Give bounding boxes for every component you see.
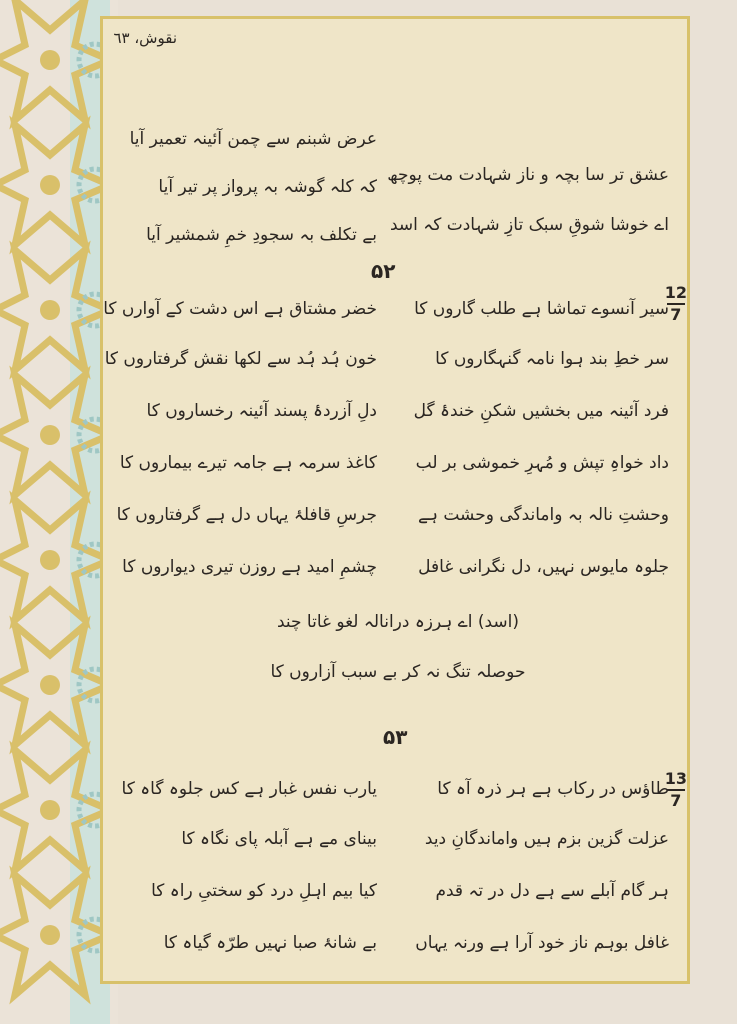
verse-line: طاؤس در رکاب ہے ہر ذرہ آہ کا <box>437 779 669 799</box>
ghazal-number: 12 7 <box>664 283 687 324</box>
text-panel <box>100 16 690 984</box>
verse-line: یارب نفس غبار ہے کس جلوہ گاہ کا <box>121 779 377 799</box>
verse-line: وحشتِ نالہ بہ واماندگی وحشت ہے <box>418 505 669 525</box>
verse-line: جلوہ مایوس نہیں، دل نگرانی غافل <box>418 557 669 577</box>
verse-line: داد خواہِ تپش و مُہرِ خموشی بر لب <box>415 453 669 473</box>
ghazal-mark: ۵۲ <box>371 259 396 283</box>
page-header: نقوش، ٦٣ <box>113 29 177 47</box>
closing-verse: حوصلہ تنگ نہ کر بے سبب آزاروں کا <box>270 662 526 682</box>
verse-line: خضر مشتاق ہے اس دشت کے آوارں کا <box>103 299 377 319</box>
verse-line: بینای مے ہے آبلہ پای نگاہ کا <box>181 829 377 849</box>
verse-line: عرض شبنم سے چمن آئینہ تعمیر آیا <box>129 129 377 149</box>
verse-line: کیا بیم اہلِ درد کو سختیِ راہ کا <box>151 881 377 901</box>
verse-line: غافل بوہم ناز خود آرا ہے ورنہ یہاں <box>415 933 669 953</box>
verse-line: خون ہُد ہُد سے لکھا نقش گرفتاروں کا <box>104 349 377 369</box>
verse-line: چشمِ امید ہے روزن تیری دیواروں کا <box>122 557 377 577</box>
verse-line: عشق تر سا بچہ و ناز شہادت مت پوچھ <box>387 165 669 185</box>
verse-line: بے تکلف بہ سجودِ خمِ شمشیر آیا <box>146 225 377 245</box>
closing-verse: (اسد) اے ہرزہ درانالہ لغو غاتا چند <box>276 612 520 632</box>
verse-line: اے خوشا شوقِ سبک تازِ شہادت کہ اسد <box>389 215 669 235</box>
verse-line: دلِ آزردۂ پسند آئینہ رخساروں کا <box>146 401 377 421</box>
verse-line: فرد آئینہ میں بخشیں شکنِ خندۂ گل <box>413 401 669 421</box>
verse-line: جرسِ قافلۂ یہاں دل ہے گرفتاروں کا <box>116 505 377 525</box>
ghazal-mark: ۵۳ <box>383 725 408 749</box>
ghazal-number: 13 7 <box>664 769 687 810</box>
verse-line: عزلت گزین بزم ہیں واماندگانِ دید <box>424 829 669 849</box>
verse-line: سر خطِ بند ہوا نامہ گنہگاروں کا <box>435 349 669 369</box>
verse-line: بے شانۂ صبا نہیں طرّہ گیاہ کا <box>163 933 377 953</box>
verse-line: سیر آنسوے تماشا ہے طلب گاروں کا <box>414 299 669 319</box>
verse-line: ہر گام آبلے سے ہے دل در تہ قدم <box>435 881 669 901</box>
verse-line: کاغذ سرمہ ہے جامہ تیرے بیماروں کا <box>119 453 377 473</box>
verse-line: کہ کلہ گوشہ بہ پرواز پر تیر آیا <box>158 177 377 197</box>
